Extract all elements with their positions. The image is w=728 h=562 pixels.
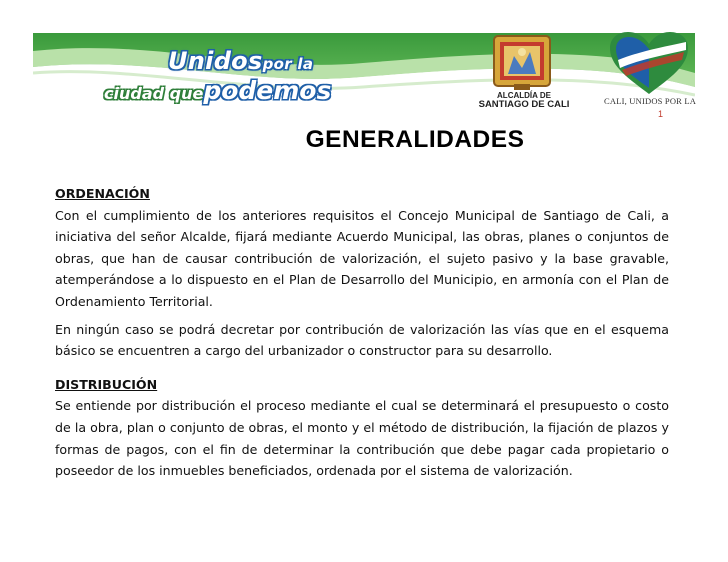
section-heading-ordenacion: ORDENACIÓN: [55, 186, 150, 201]
paragraph-ordenacion-1: Con el cumplimiento de los anteriores requisitos el Concejo Municipal de Santiago de Cali, a iniciativa del señor Alcalde, fijará mediante Acuerdo Municipal, las obras, planes o conjuntos de obras, que han de causar contribución de valorización, el sujeto pasivo y la base gravable, atemperándose a lo dispuesto en el Plan de Desarrollo del Municipio, en armonía con el Plan de Ordenamiento Territorial.: [55, 207, 669, 309]
document-body: [55, 183, 669, 488]
slogan-ciudad-que: ciudad que: [104, 84, 204, 103]
alcaldia-line-2: SANTIAGO DE CALI: [478, 99, 570, 110]
slogan-por-la: por la: [262, 55, 314, 73]
alcaldia-line-1: ALCALDÍA DE: [497, 91, 551, 100]
page-title: GENERALIDADES: [305, 126, 525, 153]
coat-of-arms-icon: [492, 34, 552, 92]
slogan-podemos: podemos: [203, 76, 332, 105]
paragraph-ordenacion-2: En ningún caso se podrá decretar por contribución de valorización las vías que en el esquema básico se encuentren a cargo del urbanizador o constructor para su desarrollo.: [55, 321, 669, 359]
section-heading-distribucion: DISTRIBUCIÓN: [55, 376, 158, 392]
slogan-line-2: [104, 76, 331, 105]
slogan-line-1: [168, 47, 313, 75]
slogan-unidos: Unidos: [168, 47, 263, 75]
paragraph-distribucion-1: Se entiende por distribución el proceso mediante el cual se determinará el presupuesto o costo de la obra, plan o conjunto de obras, el monto y el método de distribución, la fijación de plazos y formas de pagos, con el fin de determinar la contribución que debe pagar cada propietario o poseedor de los inmuebles beneficiados, ordenada por el sistema de valorización.: [55, 398, 669, 479]
alcaldia-label: [474, 91, 574, 109]
page-number: 1: [658, 109, 664, 119]
cali-brand-text: CALI, UNIDOS POR LA: [604, 96, 697, 106]
heart-logo-icon: [608, 30, 690, 96]
